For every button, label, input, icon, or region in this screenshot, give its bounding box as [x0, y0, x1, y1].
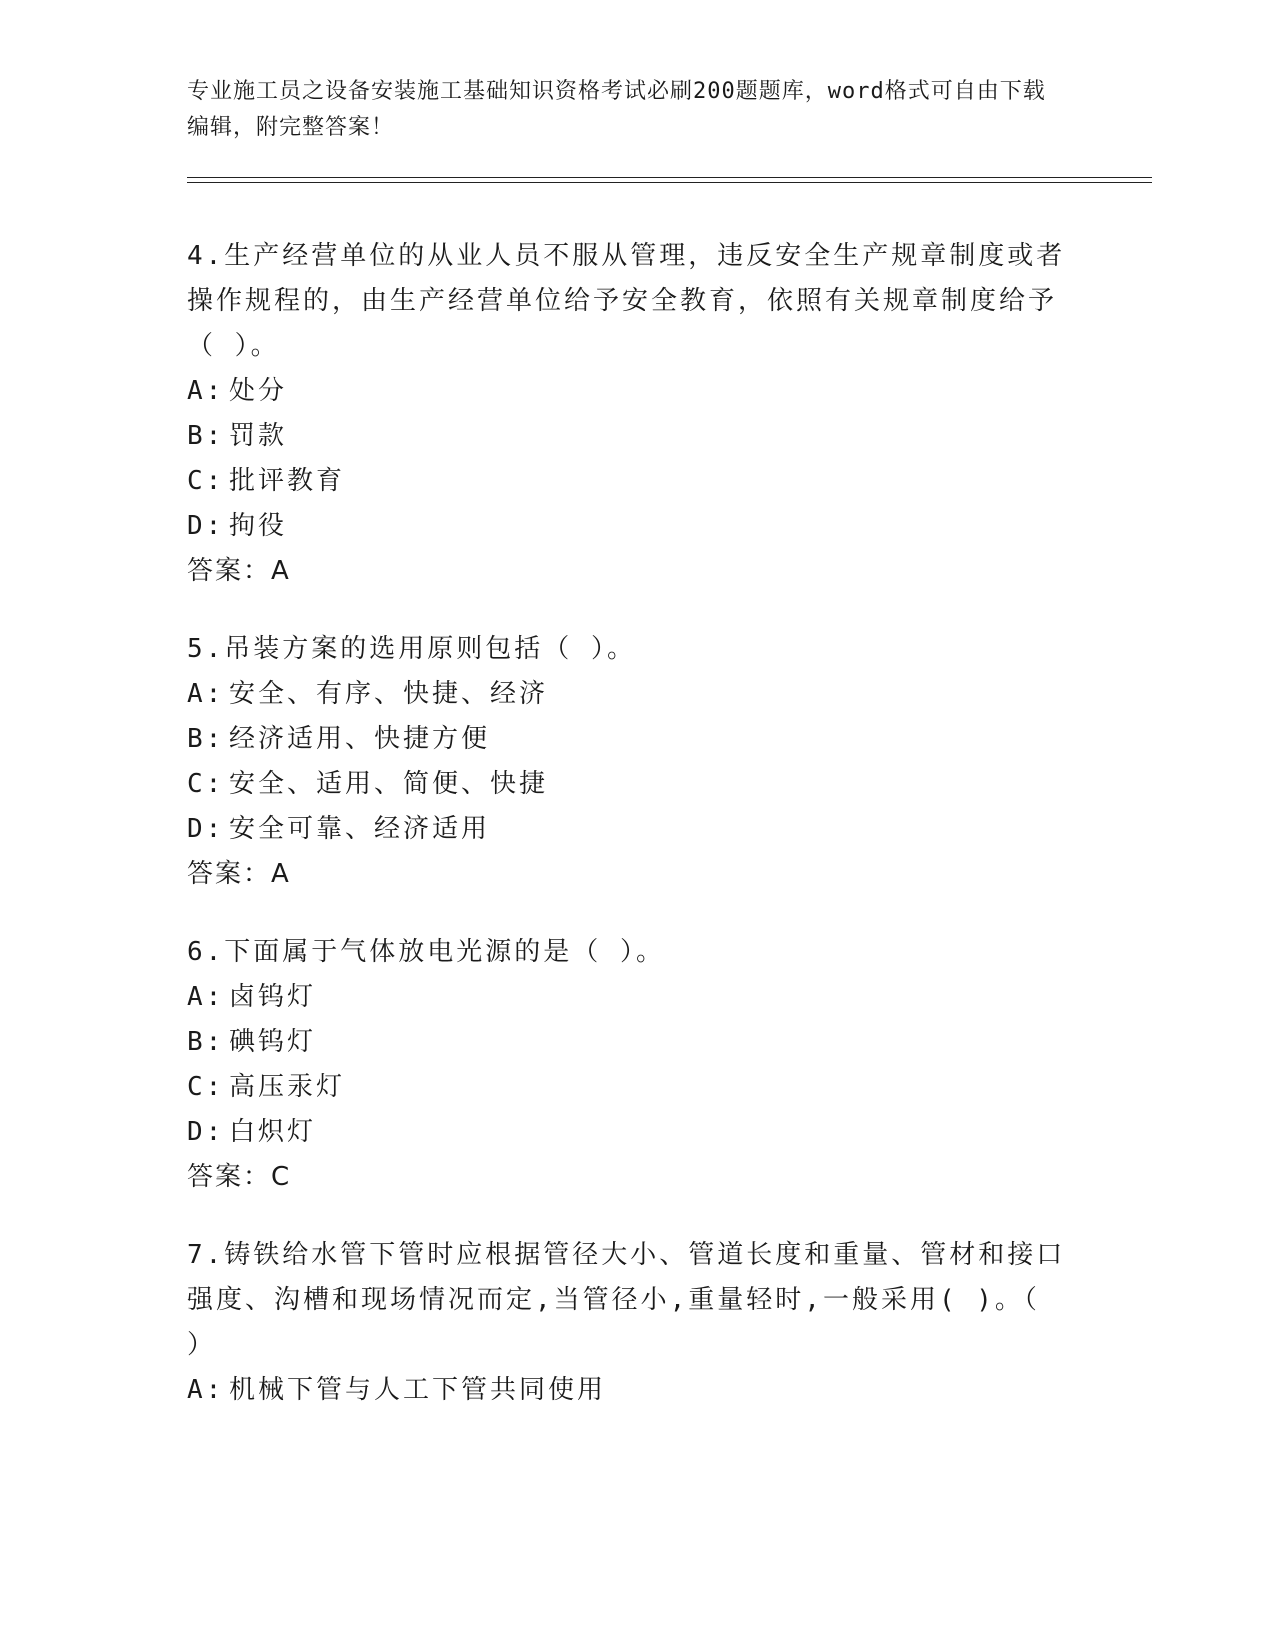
- option-text: 高压汞灯: [229, 1072, 346, 1102]
- question-7: [187, 1233, 1067, 1413]
- option-text: 批评教育: [229, 466, 346, 496]
- option-letter: C:: [187, 769, 225, 799]
- option-b: [187, 414, 1067, 459]
- option-letter: D:: [187, 1117, 225, 1147]
- header-divider-bottom: [187, 182, 1152, 183]
- question-6: [187, 930, 1067, 1200]
- option-text: 碘钨灯: [229, 1027, 317, 1057]
- question-stem: 4.生产经营单位的从业人员不服从管理，违反安全生产规章制度或者操作规程的，由生产经营单位给予安全教育，依照有关规章制度给予（ ）。: [187, 241, 1066, 361]
- option-letter: A:: [187, 982, 225, 1012]
- option-b: [187, 717, 1067, 762]
- question-stem: 6.下面属于气体放电光源的是（ ）。: [187, 937, 665, 967]
- answer-line: 答案：A: [187, 859, 291, 889]
- option-letter: A:: [187, 1375, 225, 1405]
- option-c: [187, 762, 1067, 807]
- question-stem: 7.铸铁给水管下管时应根据管径大小、管道长度和重量、管材和接口强度、沟槽和现场情况而定,当管径小,重量轻时,一般采用( )。（ ）: [187, 1240, 1066, 1360]
- option-text: 处分: [229, 376, 288, 406]
- question-stem: 5.吊装方案的选用原则包括（ ）。: [187, 634, 636, 664]
- option-a: [187, 1368, 1067, 1413]
- answer-line: 答案：A: [187, 556, 291, 586]
- option-a: [187, 672, 1067, 717]
- header-divider-top: [187, 177, 1152, 178]
- option-letter: C:: [187, 1072, 225, 1102]
- document-header: 专业施工员之设备安装施工基础知识资格考试必刷200题题库，word格式可自由下载编辑，附完整答案！: [187, 79, 1046, 140]
- option-letter: A:: [187, 679, 225, 709]
- question-5: [187, 627, 1067, 897]
- option-letter: A:: [187, 376, 225, 406]
- option-letter: B:: [187, 421, 225, 451]
- question-4: [187, 234, 1067, 594]
- option-text: 拘役: [229, 511, 288, 541]
- option-text: 经济适用、快捷方便: [229, 724, 491, 754]
- option-letter: D:: [187, 814, 225, 844]
- answer-line: 答案：C: [187, 1162, 292, 1192]
- option-letter: C:: [187, 466, 225, 496]
- option-text: 卤钨灯: [229, 982, 317, 1012]
- option-text: 白炽灯: [229, 1117, 317, 1147]
- question-list: [187, 234, 1067, 1446]
- option-a: [187, 975, 1067, 1020]
- option-d: [187, 807, 1067, 852]
- option-d: [187, 1110, 1067, 1155]
- option-text: 安全、有序、快捷、经济: [229, 679, 549, 709]
- option-c: [187, 1065, 1067, 1110]
- option-text: 安全可靠、经济适用: [229, 814, 491, 844]
- option-text: 安全、适用、简便、快捷: [229, 769, 549, 799]
- option-letter: D:: [187, 511, 225, 541]
- option-d: [187, 504, 1067, 549]
- option-a: [187, 369, 1067, 414]
- option-b: [187, 1020, 1067, 1065]
- option-text: 罚款: [229, 421, 288, 451]
- option-c: [187, 459, 1067, 504]
- option-text: 机械下管与人工下管共同使用: [229, 1375, 607, 1405]
- option-letter: B:: [187, 1027, 225, 1057]
- option-letter: B:: [187, 724, 225, 754]
